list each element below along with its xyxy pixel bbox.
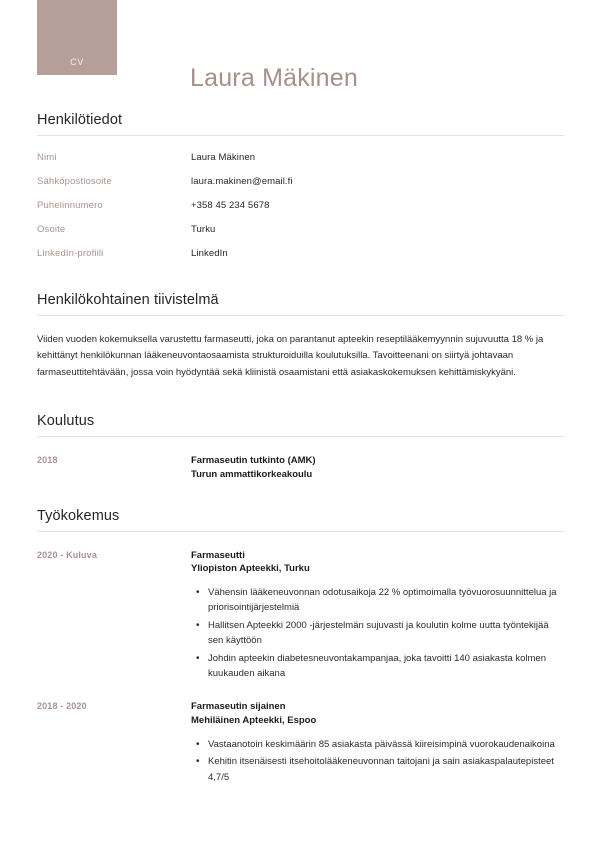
experience-entry-title: Farmaseutin sijainen bbox=[191, 701, 286, 713]
info-label-nimi: Nimi bbox=[37, 152, 57, 163]
info-value-phone: +358 45 234 5678 bbox=[191, 200, 270, 211]
table-row bbox=[37, 152, 564, 163]
info-label-email: Sähköpostiosoite bbox=[37, 176, 112, 187]
experience-bullet-list bbox=[191, 585, 564, 681]
list-item: • Kehitin itsenäisesti itsehoitolääkeneuvonnan taitojani ja sain asiakaspalautepisteet 4,7/5 bbox=[208, 754, 564, 785]
cv-logo-label: CV bbox=[70, 57, 84, 67]
cv-logo-box bbox=[37, 0, 117, 75]
section-divider-summary bbox=[37, 315, 564, 316]
section-heading-experience: Työkokemus bbox=[37, 507, 120, 524]
section-experience bbox=[0, 508, 600, 787]
experience-entry-date: 2018 - 2020 bbox=[37, 701, 87, 712]
section-heading-education: Koulutus bbox=[37, 412, 95, 429]
info-label-address: Osoite bbox=[37, 224, 66, 235]
info-label-linkedin: LinkedIn-profiili bbox=[37, 248, 104, 259]
experience-entry-title: Farmaseutti bbox=[191, 549, 245, 561]
education-entry-organization: Turun ammattikorkeakoulu bbox=[191, 468, 313, 480]
section-education bbox=[0, 413, 600, 482]
page-title: Laura Mäkinen bbox=[190, 63, 358, 92]
section-personal-info bbox=[0, 112, 600, 259]
info-label-phone: Puhelinnumero bbox=[37, 200, 103, 211]
experience-entry-body bbox=[191, 549, 564, 684]
table-row bbox=[37, 200, 564, 211]
list-item: • Hallitsen Apteekki 2000 -järjestelmän sujuvasti ja koulutin kolme uutta työntekijää sen käyttöön bbox=[208, 618, 564, 649]
list-item: • Vähensin lääkeneuvonnan odotusaikoja 22 % optimoimalla työvuorosuunnittelua ja priorisointijärjestelmiä bbox=[208, 585, 564, 616]
experience-bullet-list bbox=[191, 737, 564, 785]
table-row bbox=[37, 176, 564, 187]
personal-info-table bbox=[37, 152, 564, 259]
summary-paragraph: Viiden vuoden kokemuksella varustettu farmaseutti, joka on parantanut apteekin reseptilääkemyynnin sujuvuutta 18 % ja kehittänyt henkilökunnan lääkeneuvontaosaamista strukturoiduilla koulutuksilla. Tavoitteenani on siirtyä johtavaan farmaseuttitehtävään, jossa voin hyödyntää sekä kliinistä osaamistani että asiakaskokemuksen kehittämiskykyäni. bbox=[37, 334, 544, 378]
experience-entry bbox=[37, 549, 564, 684]
info-value-nimi: Laura Mäkinen bbox=[191, 152, 256, 163]
table-row bbox=[37, 248, 564, 259]
info-value-linkedin[interactable]: LinkedIn bbox=[191, 248, 228, 259]
experience-entry bbox=[37, 700, 564, 787]
experience-entry-date: 2020 - Kuluva bbox=[37, 549, 97, 560]
section-divider-experience bbox=[37, 531, 564, 532]
info-value-email: laura.makinen@email.fi bbox=[191, 176, 293, 187]
cv-header bbox=[0, 0, 600, 104]
section-divider-education bbox=[37, 436, 564, 437]
section-summary bbox=[0, 292, 600, 381]
list-item: • Vastaanotoin keskimäärin 85 asiakasta päivässä kiireisimpinä vuorokaudenaikoina bbox=[208, 737, 564, 752]
experience-entry-body bbox=[191, 700, 564, 787]
education-entry-date: 2018 bbox=[37, 454, 58, 465]
info-value-address: Turku bbox=[191, 224, 216, 235]
education-entry bbox=[37, 454, 564, 482]
section-divider-personal-info bbox=[37, 135, 564, 136]
table-row bbox=[37, 224, 564, 235]
experience-entry-organization: Yliopiston Apteekki, Turku bbox=[191, 563, 310, 575]
list-item: • Johdin apteekin diabetesneuvontakampanjaa, joka tavoitti 140 asiakasta kolmen kuukauden aikana bbox=[208, 651, 564, 682]
education-entry-body bbox=[191, 454, 564, 482]
education-entry-title: Farmaseutin tutkinto (AMK) bbox=[191, 454, 316, 466]
section-heading-summary: Henkilökohtainen tiivistelmä bbox=[37, 292, 219, 308]
experience-entry-organization: Mehiläinen Apteekki, Espoo bbox=[191, 715, 317, 727]
section-heading-personal-info: Henkilötiedot bbox=[37, 112, 123, 128]
